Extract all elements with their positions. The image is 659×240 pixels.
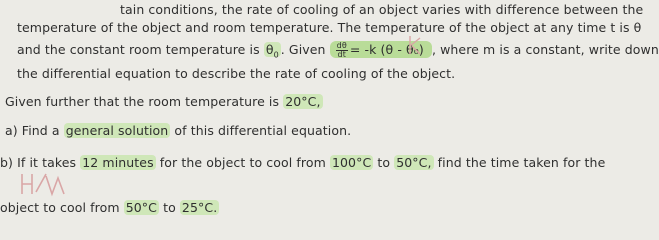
text-line-4 [17, 66, 455, 81]
text-line-7 [0, 155, 605, 170]
line7-text-d: find the time taken for the [437, 155, 606, 170]
line3-text-c: , where m is a constant, write down [431, 42, 659, 57]
fraction-numerator: dθ [336, 41, 347, 50]
text-line-8 [0, 200, 219, 215]
line5-text-a: Given further that the room temperature is [5, 94, 280, 109]
line7-text-b: for the object to cool from [159, 155, 326, 170]
room-temp-highlight: 20°C, [285, 94, 321, 109]
handwritten-k-mark [406, 34, 426, 56]
equation-rhs: = -k (θ - θ₀) [349, 42, 424, 57]
line2-text: temperature of the object and room temperature. The temperature of the object at any time t is θ [17, 20, 642, 35]
line7-text-c: to [377, 155, 391, 170]
line3-text-b: . Given [280, 42, 326, 57]
handwritten-annotation-mark [18, 170, 68, 198]
temp-25-highlight: 25°C. [181, 200, 218, 215]
line6-text-b: of this differential equation. [174, 123, 352, 138]
text-line-1 [120, 2, 643, 17]
part-a-label: a) Find a [5, 123, 60, 138]
part-b-label: b) If it takes [0, 155, 77, 170]
line1-text: tain conditions, the rate of cooling of an object varies with difference between the [120, 2, 644, 17]
text-line-3 [17, 42, 659, 60]
temp-50-highlight: 50°C, [396, 155, 432, 170]
theta0-highlight: $\theta_0$ [265, 42, 279, 60]
text-line-2 [17, 20, 641, 35]
line8-text-a: object to cool from [0, 200, 120, 215]
text-line-5 [5, 94, 323, 109]
derivative-fraction [336, 42, 348, 59]
fraction-denominator: dt [337, 50, 346, 59]
temp-100-highlight: 100°C [331, 155, 372, 170]
line4-text: the differential equation to describe the rate of cooling of the object. [17, 66, 456, 81]
twelve-minutes-highlight: 12 minutes [82, 155, 154, 170]
general-solution-highlight: general solution [65, 123, 169, 138]
temp-50b-highlight: 50°C [125, 200, 157, 215]
theta0-symbol: θ [265, 42, 274, 57]
line8-text-b: to [163, 200, 176, 215]
line3-text-a: and the constant room temperature is [17, 42, 260, 57]
text-line-6 [5, 123, 351, 138]
